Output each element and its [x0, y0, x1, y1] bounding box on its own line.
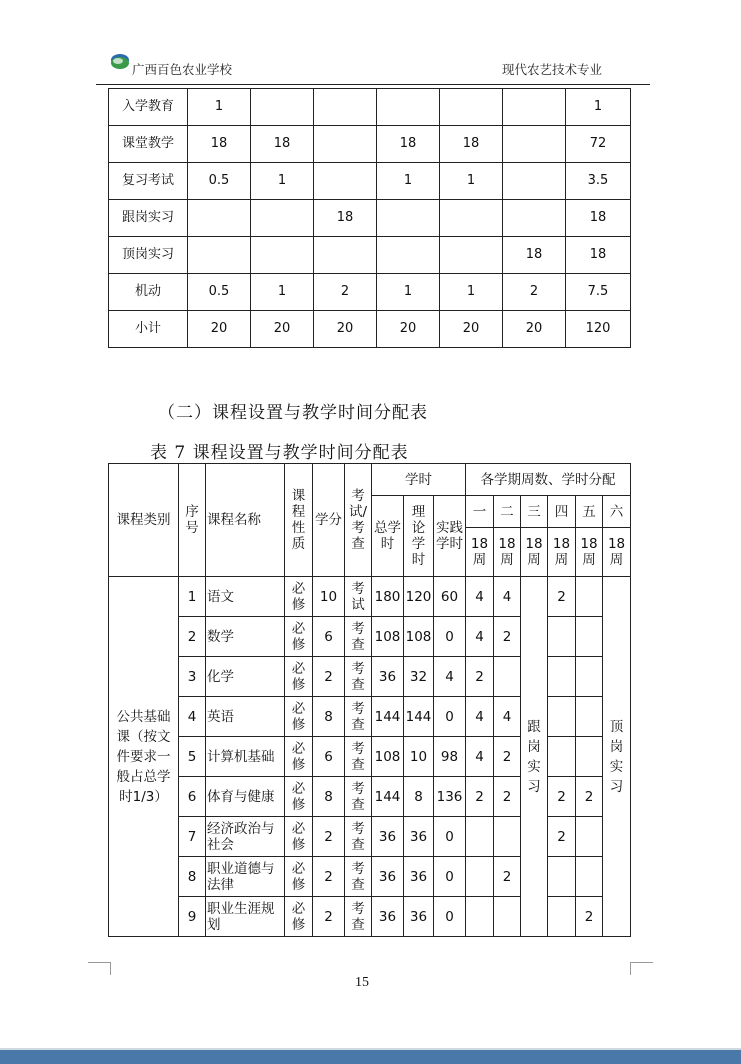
table-cell	[503, 89, 566, 126]
table-cell: 20	[251, 311, 314, 348]
header-weeks-6: 18周	[603, 528, 631, 577]
course-nature: 必修	[285, 697, 313, 737]
course-practice-hours: 0	[434, 897, 466, 937]
sem-4-hours	[548, 857, 576, 897]
table-cell: 7.5	[566, 274, 631, 311]
header-weeks-1: 18周	[466, 528, 494, 577]
course-credit: 6	[313, 737, 345, 777]
table-cell: 18	[566, 200, 631, 237]
table-row	[109, 274, 631, 311]
table-cell	[188, 237, 251, 274]
table-cell: 2	[503, 274, 566, 311]
sem-5-hours	[576, 817, 603, 857]
course-row	[109, 697, 631, 737]
table-cell: 1	[566, 89, 631, 126]
header-category: 课程类别	[109, 464, 179, 577]
table-cell: 1	[440, 274, 503, 311]
table-cell	[440, 237, 503, 274]
course-name: 数学	[206, 617, 285, 657]
course-nature: 必修	[285, 577, 313, 617]
row-label: 跟岗实习	[109, 200, 188, 237]
sem-4-hours	[548, 737, 576, 777]
course-credit: 2	[313, 897, 345, 937]
course-credit: 10	[313, 577, 345, 617]
course-name: 体育与健康	[206, 777, 285, 817]
course-practice-hours: 0	[434, 697, 466, 737]
crop-mark-left	[88, 962, 111, 975]
course-seq: 3	[179, 657, 206, 697]
table-cell	[314, 237, 377, 274]
course-exam: 考查	[345, 657, 372, 697]
course-row	[109, 577, 631, 617]
table-cell: 0.5	[188, 274, 251, 311]
table-cell	[377, 200, 440, 237]
sem-5-hours: 2	[576, 897, 603, 937]
course-row	[109, 897, 631, 937]
table-cell: 1	[251, 163, 314, 200]
course-credit: 6	[313, 617, 345, 657]
header-sem-3: 三	[521, 496, 548, 528]
course-schedule-table	[108, 463, 631, 937]
course-seq: 4	[179, 697, 206, 737]
table-row	[109, 126, 631, 163]
course-practice-hours: 98	[434, 737, 466, 777]
sem-1-hours	[466, 857, 494, 897]
course-theory-hours: 144	[404, 697, 434, 737]
table-cell: 120	[566, 311, 631, 348]
table-cell	[251, 89, 314, 126]
table-cell: 20	[314, 311, 377, 348]
table-cell: 18	[566, 237, 631, 274]
course-total-hours: 108	[372, 737, 404, 777]
table-title: 表 7 课程设置与教学时间分配表	[150, 443, 409, 463]
table-cell	[440, 89, 503, 126]
table-cell: 1	[251, 274, 314, 311]
row-label: 入学教育	[109, 89, 188, 126]
course-nature: 必修	[285, 657, 313, 697]
course-name: 职业生涯规划	[206, 897, 285, 937]
school-name: 广西百色农业学校	[132, 62, 233, 77]
table-row	[109, 237, 631, 274]
table-cell: 1	[377, 274, 440, 311]
course-credit: 8	[313, 777, 345, 817]
sem-2-hours	[494, 817, 521, 857]
sem-2-hours	[494, 897, 521, 937]
header-credit: 学分	[313, 464, 345, 577]
course-total-hours: 108	[372, 617, 404, 657]
header-sem-2: 二	[494, 496, 521, 528]
course-practice-hours: 60	[434, 577, 466, 617]
course-practice-hours: 136	[434, 777, 466, 817]
table-cell: 0.5	[188, 163, 251, 200]
header-exam: 考试/考查	[345, 464, 372, 577]
table-cell: 18	[314, 200, 377, 237]
course-nature: 必修	[285, 897, 313, 937]
course-row	[109, 657, 631, 697]
course-name: 化学	[206, 657, 285, 697]
course-theory-hours: 108	[404, 617, 434, 657]
course-theory-hours: 36	[404, 817, 434, 857]
course-total-hours: 36	[372, 817, 404, 857]
table-cell: 3.5	[566, 163, 631, 200]
sem-2-hours: 4	[494, 697, 521, 737]
course-exam: 考查	[345, 697, 372, 737]
sem-2-hours	[494, 657, 521, 697]
table-cell: 1	[440, 163, 503, 200]
course-seq: 7	[179, 817, 206, 857]
table-cell: 1	[377, 163, 440, 200]
course-total-hours: 144	[372, 777, 404, 817]
sem-1-hours: 4	[466, 697, 494, 737]
table-row	[109, 200, 631, 237]
crop-mark-right	[630, 962, 653, 975]
course-practice-hours: 0	[434, 817, 466, 857]
course-total-hours: 180	[372, 577, 404, 617]
course-practice-hours: 0	[434, 857, 466, 897]
table-row	[109, 163, 631, 200]
sem-5-hours	[576, 857, 603, 897]
course-seq: 9	[179, 897, 206, 937]
sem-4-hours: 2	[548, 817, 576, 857]
table-cell	[314, 163, 377, 200]
sem-2-hours: 2	[494, 617, 521, 657]
page-number: 15	[355, 975, 369, 990]
course-nature: 必修	[285, 737, 313, 777]
course-name: 语文	[206, 577, 285, 617]
sem-2-hours: 2	[494, 777, 521, 817]
table-cell	[188, 200, 251, 237]
course-row	[109, 737, 631, 777]
table-row	[109, 89, 631, 126]
course-exam: 考查	[345, 617, 372, 657]
header-hours: 学时	[372, 464, 466, 496]
course-credit: 2	[313, 857, 345, 897]
course-practice-hours: 0	[434, 617, 466, 657]
header-sem-6: 六	[603, 496, 631, 528]
course-seq: 6	[179, 777, 206, 817]
sem-2-hours: 2	[494, 857, 521, 897]
table-cell: 2	[314, 274, 377, 311]
header-divider	[96, 84, 650, 85]
table-cell	[314, 89, 377, 126]
sem-1-hours	[466, 817, 494, 857]
sem-6-merged: 顶岗实习	[603, 577, 631, 937]
course-practice-hours: 4	[434, 657, 466, 697]
table-cell	[251, 237, 314, 274]
table-cell: 20	[377, 311, 440, 348]
course-name: 计算机基础	[206, 737, 285, 777]
sem-3-merged: 跟岗实习	[521, 577, 548, 937]
section-title: （二）课程设置与教学时间分配表	[158, 403, 428, 423]
sem-2-hours: 4	[494, 577, 521, 617]
sem-1-hours: 4	[466, 617, 494, 657]
sem-5-hours	[576, 697, 603, 737]
course-row	[109, 617, 631, 657]
row-label: 机动	[109, 274, 188, 311]
course-theory-hours: 8	[404, 777, 434, 817]
course-exam: 考查	[345, 857, 372, 897]
course-credit: 8	[313, 697, 345, 737]
course-theory-hours: 120	[404, 577, 434, 617]
table-cell: 18	[503, 237, 566, 274]
course-name: 英语	[206, 697, 285, 737]
header-total: 总学时	[372, 496, 404, 577]
sem-1-hours: 2	[466, 777, 494, 817]
table-cell: 1	[188, 89, 251, 126]
header-practice: 实践学时	[434, 496, 466, 577]
course-seq: 8	[179, 857, 206, 897]
row-label: 复习考试	[109, 163, 188, 200]
table-cell	[377, 89, 440, 126]
course-exam: 考查	[345, 897, 372, 937]
sem-4-hours	[548, 897, 576, 937]
table-cell	[440, 200, 503, 237]
course-exam: 考查	[345, 777, 372, 817]
table-cell	[314, 126, 377, 163]
sem-2-hours: 2	[494, 737, 521, 777]
course-total-hours: 36	[372, 897, 404, 937]
table-cell	[503, 126, 566, 163]
course-theory-hours: 10	[404, 737, 434, 777]
course-name: 经济政治与社会	[206, 817, 285, 857]
header-weeks-3: 18周	[521, 528, 548, 577]
header-sem-5: 五	[576, 496, 603, 528]
row-label: 课堂教学	[109, 126, 188, 163]
course-nature: 必修	[285, 617, 313, 657]
course-theory-hours: 36	[404, 897, 434, 937]
course-nature: 必修	[285, 817, 313, 857]
course-total-hours: 36	[372, 857, 404, 897]
header-weeks-2: 18周	[494, 528, 521, 577]
header-weeks-4: 18周	[548, 528, 576, 577]
sem-4-hours	[548, 657, 576, 697]
course-exam: 考试	[345, 577, 372, 617]
sem-4-hours: 2	[548, 777, 576, 817]
course-seq: 2	[179, 617, 206, 657]
table-cell	[377, 237, 440, 274]
table-cell	[503, 200, 566, 237]
sem-1-hours	[466, 897, 494, 937]
sem-1-hours: 4	[466, 577, 494, 617]
course-exam: 考查	[345, 817, 372, 857]
course-exam: 考查	[345, 737, 372, 777]
header-nature: 课程性质	[285, 464, 313, 577]
course-nature: 必修	[285, 857, 313, 897]
sem-5-hours	[576, 617, 603, 657]
table-row	[109, 311, 631, 348]
course-total-hours: 144	[372, 697, 404, 737]
course-seq: 5	[179, 737, 206, 777]
header-seq: 序号	[179, 464, 206, 577]
table-cell	[503, 163, 566, 200]
table-cell: 18	[377, 126, 440, 163]
sem-5-hours	[576, 737, 603, 777]
table-cell: 20	[188, 311, 251, 348]
course-total-hours: 36	[372, 657, 404, 697]
sem-4-hours	[548, 617, 576, 657]
sem-1-hours: 2	[466, 657, 494, 697]
course-name: 职业道德与法律	[206, 857, 285, 897]
major-name: 现代农艺技术专业	[502, 62, 603, 77]
school-logo-icon	[110, 52, 130, 72]
course-theory-hours: 36	[404, 857, 434, 897]
table-cell: 20	[440, 311, 503, 348]
week-allocation-table	[108, 88, 631, 348]
bottom-bar	[0, 1050, 741, 1064]
table-cell: 18	[251, 126, 314, 163]
sem-4-hours	[548, 697, 576, 737]
sem-5-hours	[576, 577, 603, 617]
course-row	[109, 777, 631, 817]
course-seq: 1	[179, 577, 206, 617]
header-name: 课程名称	[206, 464, 285, 577]
header-sem-1: 一	[466, 496, 494, 528]
header-weeks-5: 18周	[576, 528, 603, 577]
table-cell	[251, 200, 314, 237]
row-label: 小计	[109, 311, 188, 348]
table-cell: 18	[188, 126, 251, 163]
course-row	[109, 857, 631, 897]
sem-1-hours: 4	[466, 737, 494, 777]
course-credit: 2	[313, 817, 345, 857]
course-credit: 2	[313, 657, 345, 697]
category-cell: 公共基础课（按文件要求一般占总学时1/3）	[109, 577, 179, 937]
course-theory-hours: 32	[404, 657, 434, 697]
sem-5-hours: 2	[576, 777, 603, 817]
header-theory: 理论学时	[404, 496, 434, 577]
table-cell: 20	[503, 311, 566, 348]
header-semesters: 各学期周数、学时分配	[466, 464, 631, 496]
sem-4-hours: 2	[548, 577, 576, 617]
header-sem-4: 四	[548, 496, 576, 528]
row-label: 顶岗实习	[109, 237, 188, 274]
course-nature: 必修	[285, 777, 313, 817]
course-row	[109, 817, 631, 857]
table-cell: 18	[440, 126, 503, 163]
table-cell: 72	[566, 126, 631, 163]
sem-5-hours	[576, 657, 603, 697]
